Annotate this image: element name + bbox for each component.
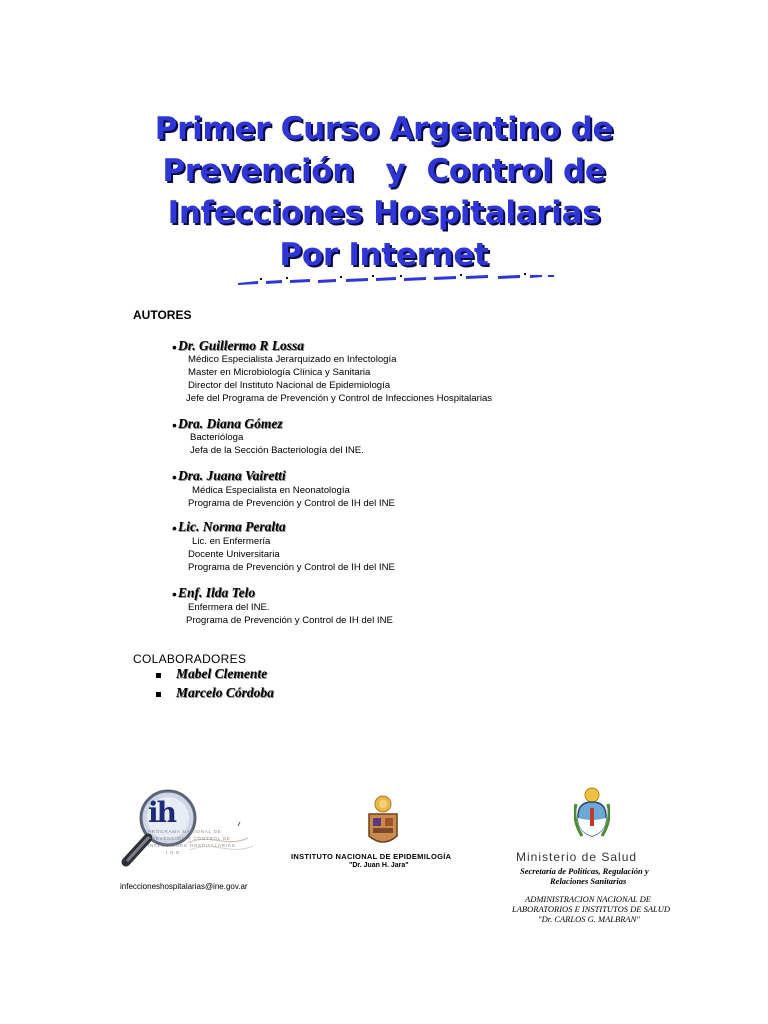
author-detail: Programa de Prevención y Control de IH del INE [186, 615, 393, 626]
title-line-4: Por Internet [279, 237, 489, 273]
bullet: • [172, 339, 177, 355]
square-bullet [156, 692, 161, 697]
authors-heading: AUTORES [133, 308, 192, 322]
anlis-name: ADMINISTRACION NACIONAL DE [525, 894, 651, 904]
author-name: Dra. Juana Vairetti [178, 468, 286, 483]
bullet: • [172, 417, 177, 433]
author-detail: Docente Universitaria [188, 549, 280, 560]
bullet: • [172, 586, 177, 602]
author-detail: Director del Instituto Nacional de Epidemiología [188, 380, 391, 391]
bullet: • [172, 469, 177, 485]
ih-logo-letters: ih [148, 796, 175, 829]
ih-logo-caption: PROGRAMA NACIONAL DE [148, 829, 222, 834]
ine-subtitle: "Dr. Juan H. Jara" [349, 862, 409, 869]
ministry-secretariat: Secretaría de Políticas, Regulación y [520, 866, 649, 876]
ih-logo-caption: INFECCIONES HOSPITALARIAS [148, 843, 236, 848]
argentina-coat-of-arms-icon [574, 786, 610, 842]
ih-logo-caption: PREVENCIÓN Y CONTROL DE [148, 836, 231, 841]
author-name: Enf. Ilda Telo [178, 585, 256, 600]
anlis-name: LABORATORIOS E INSTITUTOS DE SALUD [512, 904, 671, 914]
author-detail: Jefa de la Sección Bacteriología del INE. [190, 445, 364, 456]
title-decorative-underline [236, 272, 556, 286]
author-detail: Programa de Prevención y Control de IH del INE [188, 498, 395, 509]
author-name: Lic. Norma Peralta [178, 519, 286, 534]
author-detail: Programa de Prevención y Control de IH del INE [188, 562, 395, 573]
ine-emblem-icon [366, 794, 400, 848]
author-name: Dr. Guillermo R Lossa [178, 338, 305, 353]
contact-email[interactable]: infeccioneshospitalarias@ine.gov.ar [120, 882, 248, 891]
title-line-2: Prevención y Control de [162, 153, 606, 189]
author-detail: Lic. en Enfermería [192, 536, 271, 547]
author-detail: Bacterióloga [190, 432, 244, 443]
bullet: • [172, 520, 177, 536]
title-line-1: Primer Curso Argentino de [154, 111, 614, 147]
author-detail: Médica Especialista en Neonatología [192, 485, 350, 496]
ministry-secretariat: Relaciones Sanitarias [550, 876, 627, 886]
collaborator-name: Mabel Clemente [176, 666, 268, 681]
ine-institution-name: INSTITUTO NACIONAL DE EPIDEMILOGÍA [291, 852, 452, 861]
author-detail: Jefe del Programa de Prevención y Control de Infecciones Hospitalarias [186, 393, 493, 404]
square-bullet [156, 673, 161, 678]
title-line-3: Infecciones Hospitalarias [167, 195, 601, 231]
anlis-name: "Dr. CARLOS G. MALBRAN" [538, 914, 640, 924]
author-detail: Enfermera del INE. [188, 602, 270, 613]
ministry-title: Ministerio de Salud [516, 850, 638, 864]
document-title [120, 108, 648, 276]
ih-logo-caption: I.N.E. [166, 850, 183, 855]
author-name: Dra. Diana Gómez [178, 416, 283, 431]
author-detail: Médico Especialista Jerarquizado en Infectología [188, 354, 397, 365]
author-detail: Master en Microbiología Clínica y Sanitaria [188, 367, 371, 378]
collaborator-name: Marcelo Córdoba [176, 685, 274, 700]
collaborators-heading: COLABORADORES [133, 652, 247, 666]
